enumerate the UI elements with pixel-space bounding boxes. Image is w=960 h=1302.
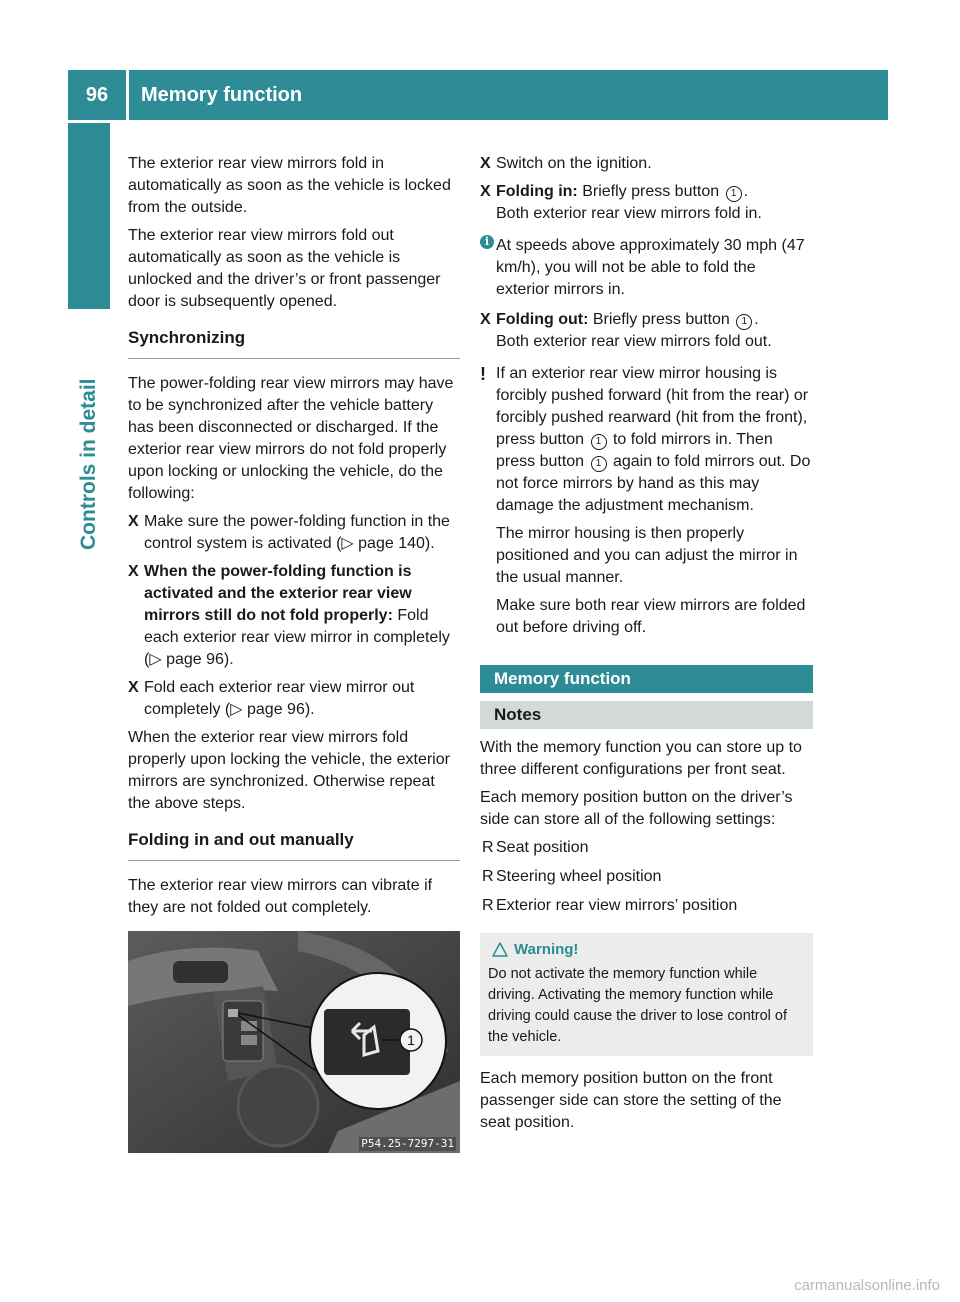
list-item [480, 866, 813, 888]
side-label-text: Controls in detail [77, 378, 100, 550]
info-note [480, 235, 813, 301]
door-panel-illustration [128, 931, 460, 1153]
bullet-marker: R [482, 868, 494, 885]
list-item-text: Steering wheel position [496, 868, 662, 885]
page-number: 96 [68, 70, 126, 120]
notes-paragraph-1: With the memory function you can store up to three different configurations per front seat. [480, 739, 802, 778]
figure-callout: 1 [407, 1032, 415, 1048]
step-text: Fold each exterior rear view mirror in completely (▷ page 96). [144, 607, 450, 668]
step-marker-icon: X [480, 155, 491, 172]
info-text: At speeds above approximately 30 mph (47 km/h), you will not be able to fold the exterior mirrors in. [496, 237, 805, 298]
step-bold-text: Folding out: [496, 311, 589, 328]
step-text-end: . [743, 183, 749, 200]
heading-synchronizing: Synchronizing [128, 327, 460, 359]
caution-note [480, 363, 813, 639]
step-marker-icon: X [128, 563, 139, 580]
step-text: Switch on the ignition. [496, 155, 652, 172]
list-item-text: Exterior rear view mirrors’ position [496, 897, 738, 914]
chapter-title: Memory function [129, 70, 888, 120]
step-marker-icon: X [480, 183, 491, 200]
side-label [68, 310, 110, 550]
subsection-title: Notes [480, 701, 813, 729]
step-result: Both exterior rear view mirrors fold out. [496, 333, 772, 350]
sync-paragraph-1: The power-folding rear view mirrors may have to be synchronized after the vehicle battery has been disconnected or discharged. If the exterior rear view mirrors do not fold properly upon locking or unlocking the vehicle, do the following: [128, 375, 454, 502]
caution-text: to fold mirrors in. Then press button [496, 431, 773, 470]
notes-paragraph-2: Each memory position button on the driver’s side can store all of the following settings: [480, 789, 793, 828]
section-title: Memory function [480, 665, 813, 693]
step-marker-icon: X [128, 513, 139, 530]
intro-paragraph-1: The exterior rear view mirrors fold in automatically as soon as the vehicle is locked from the outside. [128, 155, 451, 216]
warning-box [480, 933, 813, 1056]
warning-title [488, 939, 805, 960]
watermark: carmanualsonline.info [794, 1277, 940, 1294]
figure-code: P54.25-7297-31 [361, 1137, 454, 1150]
side-tab [68, 123, 110, 309]
step-bold-text: Folding in: [496, 183, 578, 200]
button-1-icon: 1 [726, 186, 742, 202]
step-text: Briefly press button [588, 311, 735, 328]
door-panel-figure [128, 931, 460, 1153]
step-item [480, 309, 813, 353]
left-column [128, 153, 460, 1153]
step-text: Make sure the power-folding function in the control system is activated (▷ page 140). [144, 513, 450, 552]
step-text: Briefly press button [577, 183, 724, 200]
step-text-end: . [754, 311, 759, 328]
sync-paragraph-2: When the exterior rear view mirrors fold properly upon locking the vehicle, the exterior mirrors are synchronized. Otherwise repeat the above steps. [128, 729, 450, 812]
step-item [480, 181, 813, 225]
intro-paragraph-2: The exterior rear view mirrors fold out automatically as soon as the vehicle is unlocked and the driver’s or front passenger door is subsequently opened. [128, 227, 441, 310]
caution-text: again to fold mirrors out. Do not force mirrors by hand as this may damage the adjustment mechanism. [496, 453, 811, 514]
step-item [128, 677, 460, 721]
step-marker-icon: X [480, 311, 491, 328]
caution-paragraph-3: Make sure both rear view mirrors are folded out before driving off. [496, 597, 806, 636]
button-1-icon: 1 [591, 456, 607, 472]
heading-folding-manual: Folding in and out manually [128, 829, 460, 861]
caution-icon: ! [480, 364, 486, 384]
step-text: Fold each exterior rear view mirror out completely (▷ page 96). [144, 679, 415, 718]
warning-text: Do not activate the memory function while driving. Activating the memory function while driving could cause the driver to lose control of the vehicle. [488, 966, 788, 1045]
button-1-icon: 1 [736, 314, 752, 330]
bullet-marker: R [482, 897, 494, 914]
list-item [480, 837, 813, 859]
caution-text: If an exterior rear view mirror housing is forcibly pushed forward (hit from the rear) or forcibly pushed rearward (hit from the front), press button [496, 365, 809, 448]
warning-title-text: Warning! [514, 941, 579, 958]
info-icon: i [480, 235, 494, 249]
warning-triangle-icon [492, 942, 508, 957]
notes-paragraph-3: Each memory position button on the front passenger side can store the setting of the seat position. [480, 1070, 782, 1131]
step-item [480, 153, 813, 175]
right-column [480, 153, 813, 1140]
step-result: Both exterior rear view mirrors fold in. [496, 205, 762, 222]
caution-paragraph-2: The mirror housing is then properly positioned and you can adjust the mirror in the usual manner. [496, 525, 798, 586]
step-bold-text: When the power-folding function is activated and the exterior rear view mirrors still do not fold properly: [144, 563, 412, 624]
button-1-icon: 1 [591, 434, 607, 450]
step-marker-icon: X [128, 679, 139, 696]
list-item [480, 895, 813, 917]
step-item [128, 561, 460, 671]
bullet-marker: R [482, 839, 494, 856]
manual-paragraph-1: The exterior rear view mirrors can vibrate if they are not folded out completely. [128, 877, 433, 916]
step-item [128, 511, 460, 555]
list-item-text: Seat position [496, 839, 589, 856]
